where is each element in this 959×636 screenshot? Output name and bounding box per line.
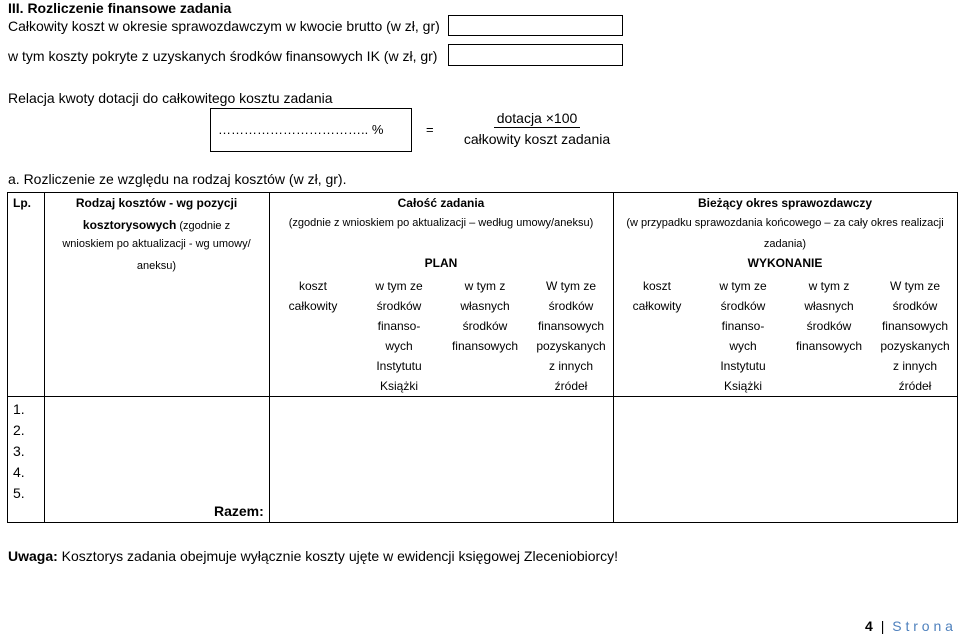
table-row-number: 4. xyxy=(13,464,25,480)
plan-subtitle: (zgodnie z wnioskiem po aktualizacji – według umowy/aneksu) xyxy=(288,217,594,229)
note-text: Kosztorys zadania obejmuje wyłącznie koszty ujęte w ewidencji księgowej Zleceniobiorcy! xyxy=(57,548,619,564)
col-type-line3: wnioskiem po aktualizacji - wg umowy/ xyxy=(62,238,251,250)
fraction-bar xyxy=(494,127,580,128)
total-cost-field[interactable] xyxy=(448,15,623,36)
plan-subcol-ik: w tym ze środków finanso- wych Instytutu Książki xyxy=(375,279,423,393)
note xyxy=(8,548,618,564)
plan-subcol-total: koszt całkowity xyxy=(288,279,338,313)
ik-cost-field[interactable] xyxy=(448,44,623,66)
plan-title: Całość zadania xyxy=(397,196,485,210)
exec-subcol-total: koszt całkowity xyxy=(632,279,682,313)
table-row-number: 1. xyxy=(13,401,25,417)
exec-subcol-own: w tym z własnych środków finansowych xyxy=(795,279,863,353)
col-type-line4: aneksu) xyxy=(136,260,177,272)
page-footer xyxy=(865,618,953,634)
total-cost-label: Całkowity koszt w okresie sprawozdawczym w kwocie brutto (w zł, gr) xyxy=(8,18,440,34)
ratio-blank: …………………………….. % xyxy=(218,122,384,137)
section-title: III. Rozliczenie finansowe zadania xyxy=(8,0,232,16)
page-separator: | xyxy=(880,618,885,634)
note-label: Uwaga: xyxy=(8,548,58,564)
ratio-field[interactable] xyxy=(210,108,412,152)
table-row-number: 2. xyxy=(13,422,25,438)
total-label: Razem: xyxy=(214,503,264,519)
page-number: 4 xyxy=(865,618,873,634)
col-type-main: Rodzaj kosztów - wg pozycji xyxy=(75,196,238,210)
exec-subtitle-1: (w przypadku sprawozdania końcowego – za cały okres realizacji xyxy=(626,217,944,229)
subsection-title: a. Rozliczenie ze względu na rodzaj kosztów (w zł, gr). xyxy=(8,171,347,187)
exec-subtitle-2: zadania) xyxy=(763,238,807,250)
table-row-number: 5. xyxy=(13,485,25,501)
ratio-numerator: dotacja ×100 xyxy=(496,110,578,126)
col-lp: Lp. xyxy=(13,196,31,210)
plan-label: PLAN xyxy=(424,256,458,270)
plan-subcol-other: W tym ze środków finansowych pozyskanych z innych źródeł xyxy=(536,279,606,393)
exec-subcol-other: W tym ze środków finansowych pozyskanych z innych źródeł xyxy=(880,279,950,393)
table-row-number: 3. xyxy=(13,443,25,459)
ratio-equals: = xyxy=(426,122,434,137)
exec-label: WYKONANIE xyxy=(747,256,823,270)
page-word: S t r o n a xyxy=(892,618,953,634)
row-numbers xyxy=(13,399,25,504)
exec-subcol-ik: w tym ze środków finanso- wych Instytutu Książki xyxy=(719,279,767,393)
ratio-denominator: całkowity koszt zadania xyxy=(463,131,611,147)
col-type-line2: kosztorysowych (zgodnie z xyxy=(82,218,231,232)
plan-subcol-own: w tym z własnych środków finansowych xyxy=(451,279,519,353)
ratio-label: Relacja kwoty dotacji do całkowitego kosztu zadania xyxy=(8,90,333,106)
exec-title: Bieżący okres sprawozdawczy xyxy=(697,196,873,210)
ik-cost-label: w tym koszty pokryte z uzyskanych środków finansowych IK (w zł, gr) xyxy=(8,48,438,64)
